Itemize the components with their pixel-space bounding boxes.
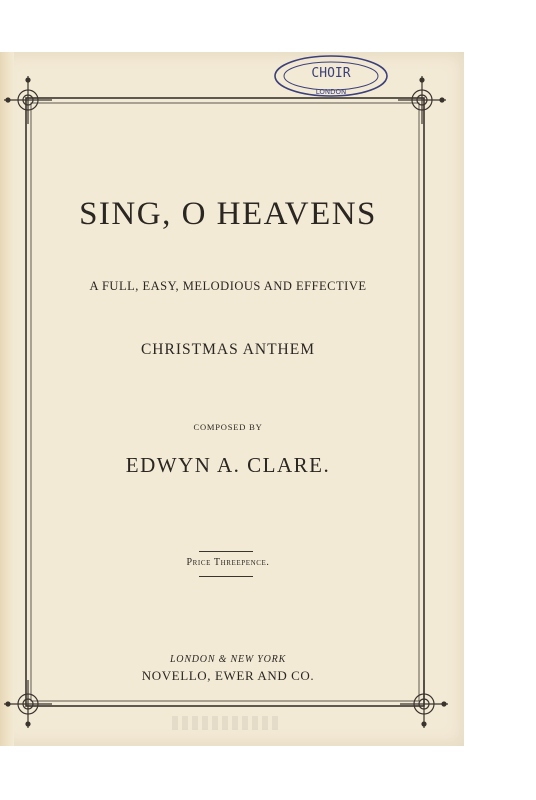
stamp-text: CHOIR	[311, 66, 351, 81]
corner-ornament-bl	[4, 680, 52, 728]
corner-ornament-br	[400, 680, 448, 728]
corner-ornament-tl	[4, 76, 52, 124]
publisher-name: NOVELLO, EWER AND CO.	[141, 668, 315, 683]
corner-ornament-tr	[398, 76, 446, 124]
faint-bleedthrough	[172, 716, 282, 730]
price-rule-top	[199, 551, 253, 552]
library-stamp	[272, 52, 390, 98]
page-title: SING, O HEAVENS	[79, 196, 377, 232]
composed-by-label: COMPOSED BY	[193, 422, 263, 432]
stamp-ring-text: LONDON	[315, 88, 347, 96]
composer-name: EDWYN A. CLARE.	[125, 453, 331, 477]
price-text: Price Threepence.	[186, 557, 270, 568]
publication-place: LONDON & NEW YORK	[169, 654, 287, 665]
subtitle: A FULL, EASY, MELODIOUS AND EFFECTIVE	[89, 279, 367, 293]
price-rule-bottom	[199, 576, 253, 577]
subtitle-anthem: CHRISTMAS ANTHEM	[140, 341, 316, 358]
